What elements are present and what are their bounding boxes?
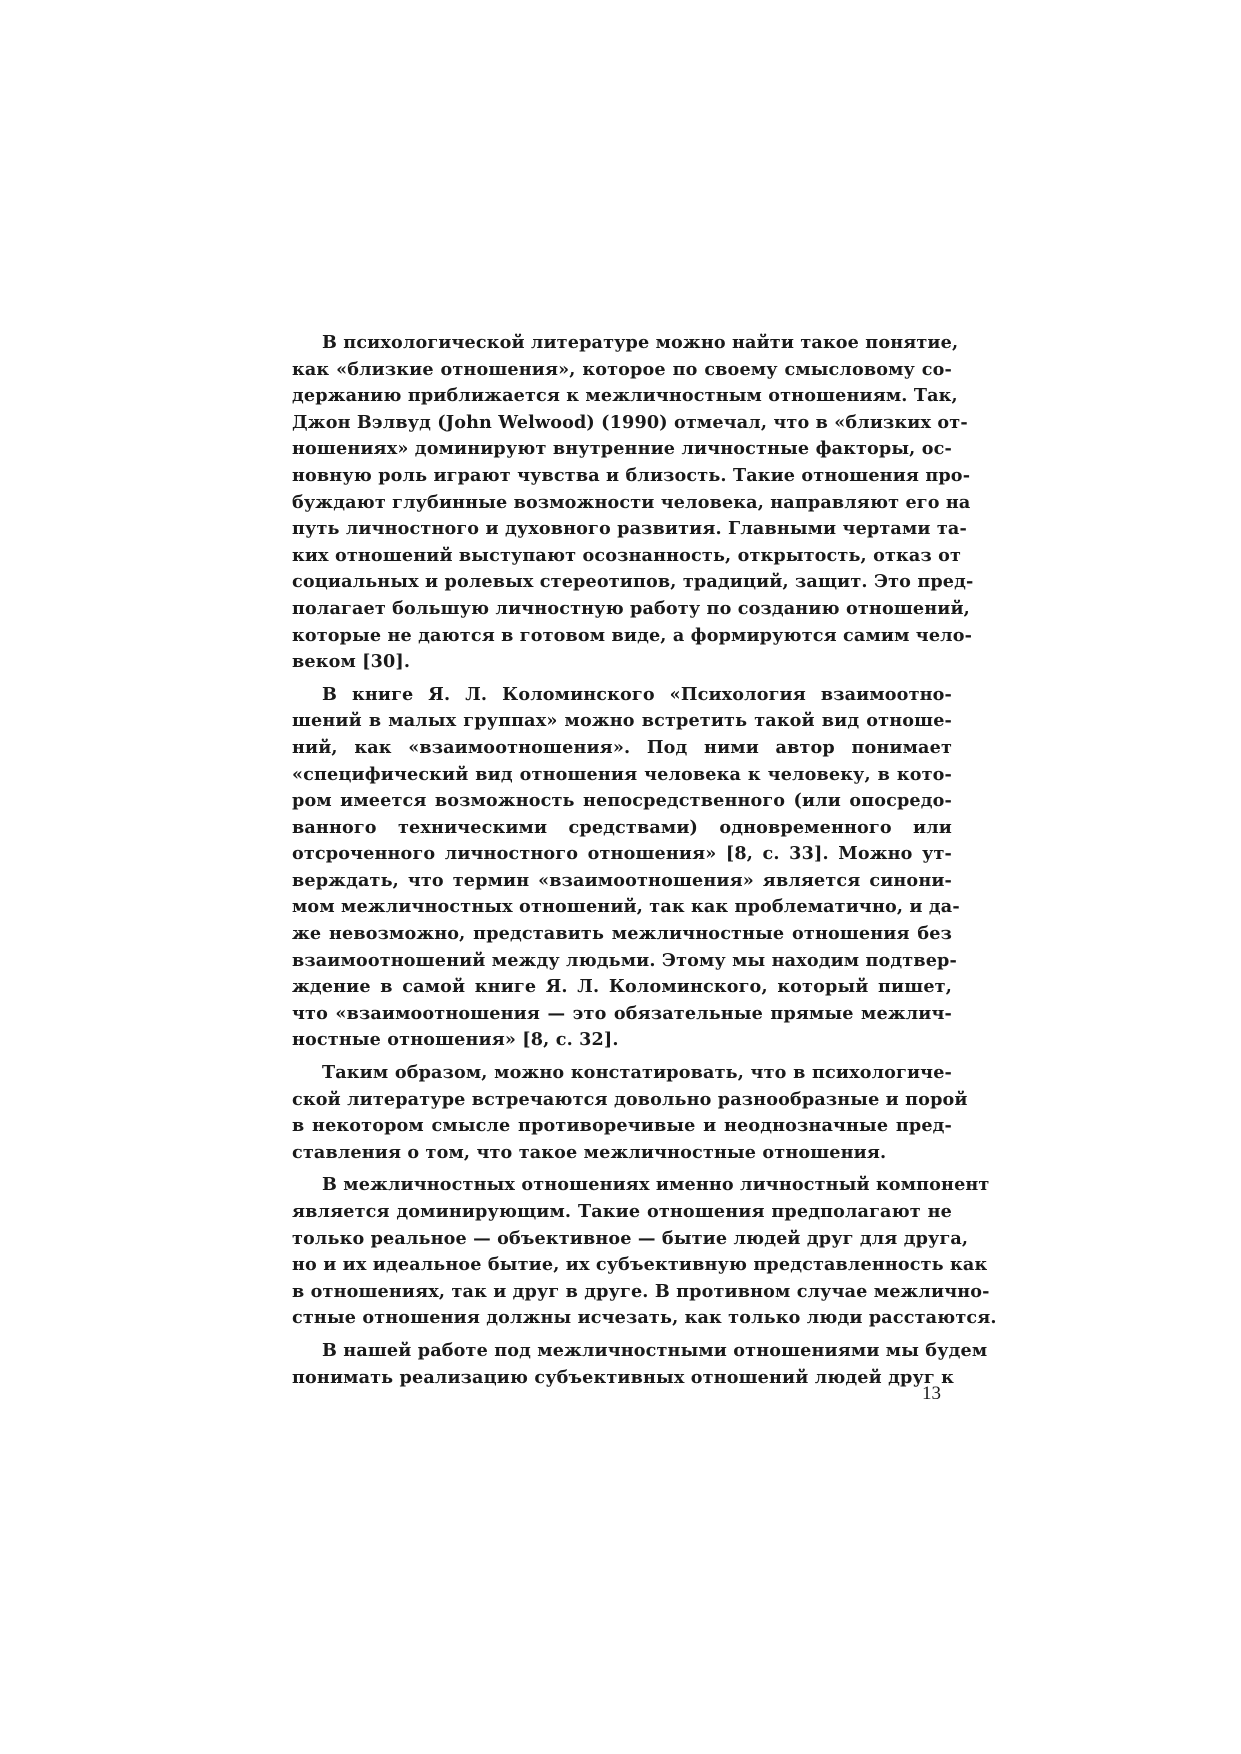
- text-line: В нашей работе под межличностными отношениями мы будем: [322, 1339, 988, 1361]
- text-line: понимать реализацию субъективных отношений людей друг к: [292, 1366, 954, 1388]
- text-line: путь личностного и духовного развития. Главными чертами та-: [292, 518, 967, 540]
- text-line: ностные отношения» [8, с. 32].: [292, 1029, 619, 1051]
- text-line: как «близкие отношения», которое по своему смысловому со-: [292, 358, 952, 380]
- text-line: взаимоотношений между людьми. Этому мы находим подтвер-: [292, 949, 957, 971]
- text-line: «специфический вид отношения человека к человеку, в кото-: [292, 763, 952, 785]
- text-line: стные отношения должны исчезать, как только люди расстаются.: [292, 1307, 997, 1329]
- text-line: ром имеется возможность непосредственного (или опосредо-: [292, 790, 952, 812]
- body-text: [292, 330, 997, 1391]
- text-line: буждают глубинные возможности человека, направляют его на: [292, 491, 971, 513]
- text-line: ванного техническими средствами) одновременного или: [292, 816, 952, 838]
- text-line: новную роль играют чувства и близость. Такие отношения про-: [292, 464, 971, 486]
- text-line: ской литературе встречаются довольно разнообразные и порой: [292, 1088, 968, 1110]
- text-line: отсроченного личностного отношения» [8, с. 33]. Можно ут-: [292, 843, 952, 865]
- text-line: ношениях» доминируют внутренние личностные факторы, ос-: [292, 438, 952, 460]
- text-line: что «взаимоотношения — это обязательные прямые межлич-: [292, 1002, 952, 1024]
- text-line: Джон Вэлвуд (John Welwood) (1990) отмечал, что в «близких от-: [292, 411, 968, 433]
- text-line: веком [30].: [292, 651, 411, 673]
- text-line: держанию приближается к межличностным отношениям. Так,: [292, 385, 958, 407]
- text-line: но и их идеальное бытие, их субъективную представленность как: [292, 1254, 988, 1276]
- text-line: же невозможно, представить межличностные отношения без: [292, 923, 952, 945]
- text-line: В межличностных отношениях именно личностный компонент: [322, 1174, 990, 1196]
- text-line: в некотором смысле противоречивые и неоднозначные пред-: [292, 1115, 952, 1137]
- text-line: верждать, что термин «взаимоотношения» является синони-: [292, 869, 952, 891]
- text-line: социальных и ролевых стереотипов, традиций, защит. Это пред-: [292, 571, 974, 593]
- paragraph: [292, 1338, 988, 1391]
- text-line: В психологической литературе можно найти такое понятие,: [322, 332, 959, 353]
- text-line: В книге Я. Л. Коломинского «Психология взаимоотно-: [322, 683, 952, 705]
- text-line: которые не даются в готовом виде, а формируются самим чело-: [292, 624, 973, 646]
- paragraph: [292, 682, 960, 1054]
- text-line: является доминирующим. Такие отношения предполагают не: [292, 1201, 952, 1222]
- text-line: в отношениях, так и друг в друге. В противном случае межлично-: [292, 1280, 990, 1302]
- paragraph: [292, 1060, 968, 1166]
- text-line: ний, как «взаимоотношения». Под ними автор понимает: [292, 736, 952, 758]
- text-line: ставления о том, что такое межличностные отношения.: [292, 1141, 887, 1163]
- text-line: полагает большую личностную работу по созданию отношений,: [292, 597, 970, 619]
- paragraph: [292, 330, 974, 676]
- text-line: Таким образом, можно констатировать, что в психологиче-: [322, 1062, 952, 1084]
- page-number: 13: [922, 1383, 941, 1404]
- text-line: ких отношений выступают осознанность, открытость, отказ от: [292, 544, 962, 566]
- text-line: мом межличностных отношений, так как проблематично, и да-: [292, 896, 960, 918]
- text-line: ждение в самой книге Я. Л. Коломинского, который пишет,: [292, 976, 952, 998]
- text-line: шений в малых группах» можно встретить такой вид отноше-: [292, 710, 952, 732]
- text-line: только реальное — объективное — бытие людей друг для друга,: [292, 1227, 969, 1249]
- paragraph: [292, 1172, 997, 1332]
